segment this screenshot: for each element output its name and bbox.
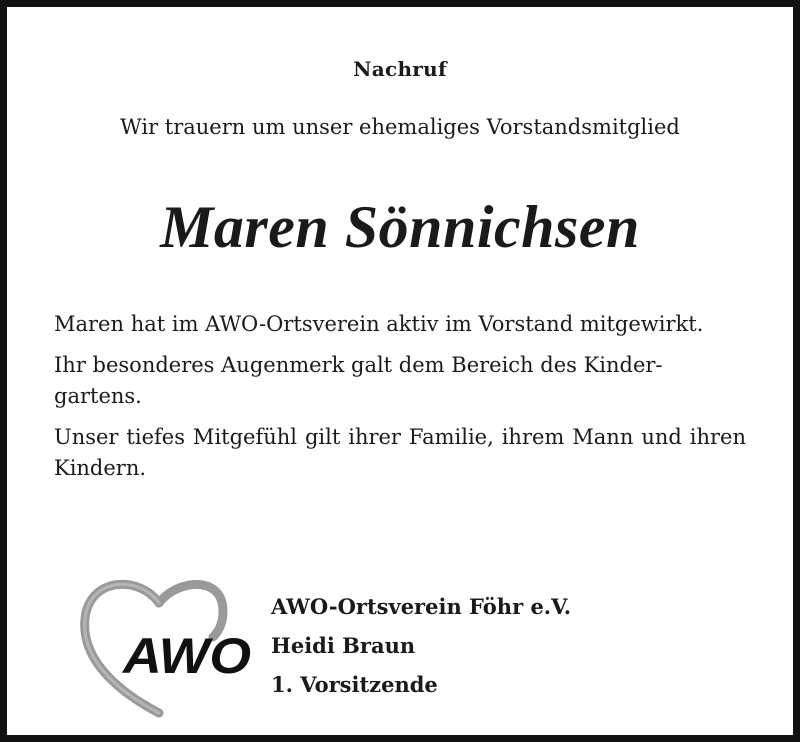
notice-body <box>54 309 746 494</box>
awo-logo-text: AWO <box>120 628 252 684</box>
signature-role: 1. Vorsitzende <box>271 672 438 697</box>
awo-heart-logo-icon <box>73 573 255 719</box>
signature-person: Heidi Braun <box>271 633 416 658</box>
notice-heading: Nachruf <box>353 57 447 81</box>
paragraph-condolence: Unser tiefes Mitgefühl gilt ihrer Familie, ihrem Mann und ihren Kindern. <box>54 425 746 480</box>
signature-organization: AWO-Ortsverein Föhr e.V. <box>271 594 572 619</box>
signature-block <box>271 587 571 704</box>
deceased-name: Maren Sönnichsen <box>160 194 640 260</box>
paragraph-focus: Ihr besonderes Augenmerk galt dem Bereich des Kinder- gartens. <box>54 353 663 408</box>
notice-intro: Wir trauern um unser ehemaliges Vorstandsmitglied <box>120 115 680 139</box>
paragraph-role: Maren hat im AWO-Ortsverein aktiv im Vorstand mitgewirkt. <box>54 312 704 336</box>
